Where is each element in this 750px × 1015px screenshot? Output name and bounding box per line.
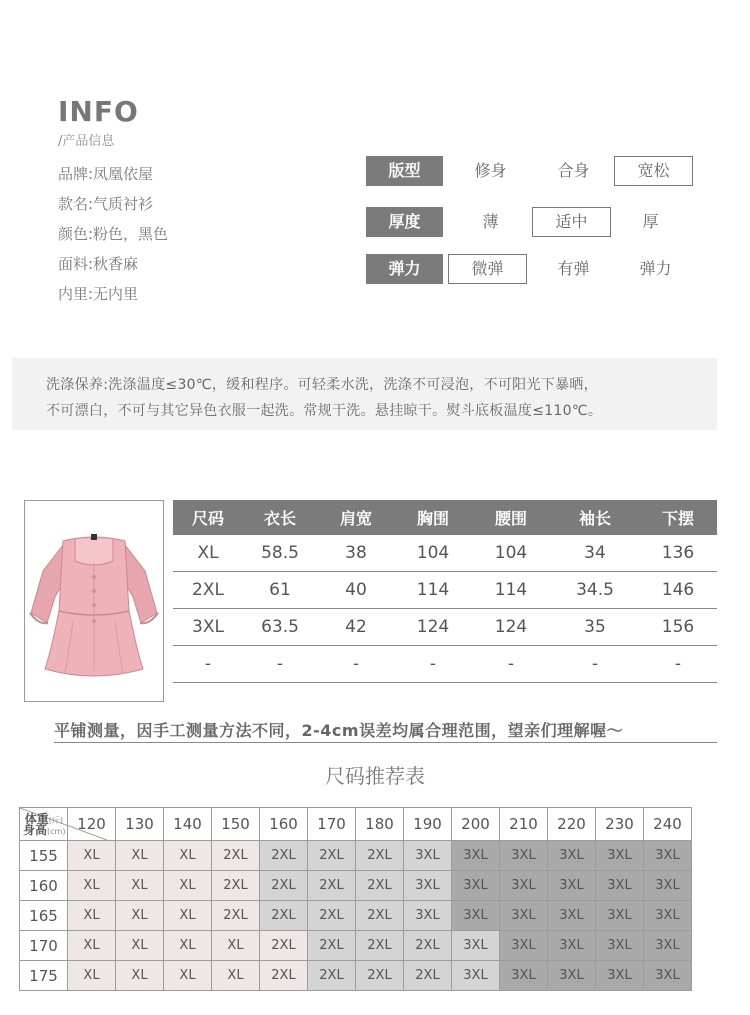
size-table-header-cell: 下摆 bbox=[639, 500, 717, 535]
wash-line-1: 洗涤保养:洗涤温度≤30℃，缓和程序。可轻柔水洗，洗涤不可浸泡，不可阳光下暴晒， bbox=[46, 377, 598, 393]
size-table-header-cell: 袖长 bbox=[551, 500, 639, 535]
attribute-option: 合身 bbox=[557, 161, 590, 180]
table-cell: 114 bbox=[471, 572, 551, 609]
size-cell: XL bbox=[68, 841, 116, 871]
height-cell: 175 bbox=[20, 961, 68, 991]
table-cell: 38 bbox=[317, 535, 395, 572]
table-cell: - bbox=[639, 646, 717, 683]
table-row bbox=[20, 901, 692, 931]
size-recommendation-table bbox=[19, 807, 692, 991]
size-table bbox=[173, 500, 717, 683]
height-unit: (cm) bbox=[47, 827, 66, 836]
table-cell: 42 bbox=[317, 609, 395, 646]
size-cell: 2XL bbox=[356, 961, 404, 991]
product-photo bbox=[24, 500, 164, 702]
weight-header-cell: 200 bbox=[452, 808, 500, 841]
divider bbox=[54, 742, 717, 743]
size-cell: 2XL bbox=[212, 871, 260, 901]
table-cell: 104 bbox=[471, 535, 551, 572]
size-cell: 3XL bbox=[500, 931, 548, 961]
recommendation-body bbox=[20, 841, 692, 991]
blouse-illustration bbox=[25, 501, 163, 701]
size-cell: 2XL bbox=[308, 901, 356, 931]
size-cell: 3XL bbox=[500, 901, 548, 931]
weight-header-cell: 150 bbox=[212, 808, 260, 841]
size-cell: 3XL bbox=[644, 841, 692, 871]
attribute-option: 薄 bbox=[482, 212, 499, 231]
table-cell: 35 bbox=[551, 609, 639, 646]
product-info-fabric: 面料:秋香麻 bbox=[58, 255, 139, 273]
size-cell: 3XL bbox=[644, 871, 692, 901]
weight-header-cell: 190 bbox=[404, 808, 452, 841]
size-cell: 3XL bbox=[548, 841, 596, 871]
product-info-brand: 品牌:凤凰依屋 bbox=[58, 165, 154, 183]
info-title: INFO bbox=[58, 95, 139, 128]
table-row bbox=[20, 871, 692, 901]
size-cell: XL bbox=[164, 871, 212, 901]
size-cell: 3XL bbox=[452, 871, 500, 901]
size-cell: 3XL bbox=[644, 961, 692, 991]
table-cell: 146 bbox=[639, 572, 717, 609]
size-cell: XL bbox=[68, 901, 116, 931]
size-cell: XL bbox=[116, 931, 164, 961]
wash-line-2: 不可漂白，不可与其它异色衣服一起洗。常规干洗。悬挂晾干。熨斗底板温度≤110℃。 bbox=[46, 403, 603, 419]
attribute-row-elasticity bbox=[366, 254, 706, 284]
weight-header-cell: 130 bbox=[116, 808, 164, 841]
wash-instructions bbox=[12, 358, 717, 430]
height-cell: 160 bbox=[20, 871, 68, 901]
size-table-header-cell: 腰围 bbox=[471, 500, 551, 535]
table-cell: 104 bbox=[395, 535, 471, 572]
weight-header-cell: 210 bbox=[500, 808, 548, 841]
attribute-option-selected: 微弹 bbox=[448, 254, 527, 284]
size-cell: 3XL bbox=[452, 961, 500, 991]
size-cell: 3XL bbox=[644, 931, 692, 961]
product-info-color: 颜色:粉色，黑色 bbox=[58, 225, 169, 243]
size-table-header-cell: 衣长 bbox=[243, 500, 317, 535]
info-subtitle: /产品信息 bbox=[58, 134, 115, 149]
size-cell: 2XL bbox=[260, 961, 308, 991]
size-cell: 3XL bbox=[500, 841, 548, 871]
size-cell: 3XL bbox=[596, 931, 644, 961]
size-cell: 3XL bbox=[596, 901, 644, 931]
size-cell: 3XL bbox=[500, 961, 548, 991]
size-cell: 2XL bbox=[308, 931, 356, 961]
size-cell: 3XL bbox=[548, 901, 596, 931]
size-cell: 3XL bbox=[452, 931, 500, 961]
table-row bbox=[173, 572, 717, 609]
size-cell: XL bbox=[68, 961, 116, 991]
table-cell: - bbox=[551, 646, 639, 683]
size-cell: XL bbox=[164, 931, 212, 961]
size-cell: 3XL bbox=[500, 871, 548, 901]
height-cell: 155 bbox=[20, 841, 68, 871]
size-cell: 3XL bbox=[596, 871, 644, 901]
size-cell: 2XL bbox=[212, 841, 260, 871]
size-cell: 3XL bbox=[548, 871, 596, 901]
attribute-option: 有弹 bbox=[557, 259, 590, 278]
table-cell: 136 bbox=[639, 535, 717, 572]
product-info-lining: 内里:无内里 bbox=[58, 285, 139, 303]
height-cell: 165 bbox=[20, 901, 68, 931]
table-cell: 124 bbox=[471, 609, 551, 646]
size-cell: 2XL bbox=[356, 931, 404, 961]
weight-header-cell: 120 bbox=[68, 808, 116, 841]
table-cell: 156 bbox=[639, 609, 717, 646]
size-cell: 3XL bbox=[596, 961, 644, 991]
table-cell: - bbox=[173, 646, 243, 683]
recommendation-title: 尺码推荐表 bbox=[325, 764, 425, 788]
size-cell: 2XL bbox=[260, 841, 308, 871]
size-cell: 2XL bbox=[308, 871, 356, 901]
size-cell: 2XL bbox=[308, 961, 356, 991]
table-cell: 2XL bbox=[173, 572, 243, 609]
table-cell: 34.5 bbox=[551, 572, 639, 609]
size-cell: XL bbox=[164, 901, 212, 931]
size-cell: 3XL bbox=[404, 841, 452, 871]
size-cell: XL bbox=[116, 901, 164, 931]
size-cell: 3XL bbox=[596, 841, 644, 871]
table-cell: - bbox=[317, 646, 395, 683]
size-table-header bbox=[173, 500, 717, 535]
product-info-list bbox=[58, 164, 168, 314]
attribute-row-thickness bbox=[366, 207, 706, 237]
attribute-label: 弹力 bbox=[366, 254, 443, 284]
weight-label: 体重 bbox=[24, 812, 49, 826]
table-cell: 114 bbox=[395, 572, 471, 609]
size-cell: XL bbox=[164, 961, 212, 991]
size-cell: XL bbox=[116, 961, 164, 991]
table-cell: 61 bbox=[243, 572, 317, 609]
measurement-note: 平铺测量，因手工测量方法不同，2-4cm误差均属合理范围，望亲们理解喔～ bbox=[54, 721, 624, 740]
attribute-option: 弹力 bbox=[639, 259, 672, 278]
size-cell: 2XL bbox=[308, 841, 356, 871]
table-cell: - bbox=[243, 646, 317, 683]
table-cell: 3XL bbox=[173, 609, 243, 646]
size-cell: XL bbox=[212, 961, 260, 991]
weight-header-cell: 140 bbox=[164, 808, 212, 841]
size-cell: 2XL bbox=[260, 931, 308, 961]
table-row bbox=[173, 646, 717, 683]
size-cell: 2XL bbox=[212, 901, 260, 931]
table-row bbox=[20, 961, 692, 991]
attribute-option: 厚 bbox=[642, 212, 659, 231]
attribute-option-selected: 适中 bbox=[532, 207, 611, 237]
size-cell: 2XL bbox=[404, 961, 452, 991]
size-cell: 3XL bbox=[452, 841, 500, 871]
weight-unit: (斤) bbox=[48, 816, 63, 825]
size-cell: 3XL bbox=[404, 871, 452, 901]
table-cell: 34 bbox=[551, 535, 639, 572]
weight-header-cell: 180 bbox=[356, 808, 404, 841]
size-cell: 3XL bbox=[548, 961, 596, 991]
size-cell: 2XL bbox=[260, 871, 308, 901]
attribute-option-selected: 宽松 bbox=[614, 156, 693, 186]
attribute-label: 版型 bbox=[366, 156, 443, 186]
size-cell: XL bbox=[116, 841, 164, 871]
attribute-label: 厚度 bbox=[366, 207, 443, 237]
attribute-row-fit bbox=[366, 156, 706, 186]
table-row bbox=[20, 841, 692, 871]
recommendation-header-row bbox=[20, 808, 692, 841]
size-cell: XL bbox=[68, 931, 116, 961]
weight-header-cell: 240 bbox=[644, 808, 692, 841]
size-cell: XL bbox=[212, 931, 260, 961]
table-cell: - bbox=[395, 646, 471, 683]
size-cell: 2XL bbox=[404, 931, 452, 961]
table-cell: 124 bbox=[395, 609, 471, 646]
table-corner-header bbox=[20, 808, 68, 841]
table-cell: 63.5 bbox=[243, 609, 317, 646]
size-cell: 3XL bbox=[548, 931, 596, 961]
size-cell: XL bbox=[68, 871, 116, 901]
table-cell: - bbox=[471, 646, 551, 683]
size-cell: 3XL bbox=[644, 901, 692, 931]
weight-header-cell: 230 bbox=[596, 808, 644, 841]
size-cell: 2XL bbox=[356, 901, 404, 931]
size-cell: 3XL bbox=[452, 901, 500, 931]
weight-header-cell: 220 bbox=[548, 808, 596, 841]
table-cell: XL bbox=[173, 535, 243, 572]
size-table-header-cell: 尺码 bbox=[173, 500, 243, 535]
size-cell: 2XL bbox=[356, 871, 404, 901]
size-cell: 3XL bbox=[404, 901, 452, 931]
size-cell: 2XL bbox=[356, 841, 404, 871]
height-cell: 170 bbox=[20, 931, 68, 961]
table-row bbox=[173, 609, 717, 646]
size-cell: 2XL bbox=[260, 901, 308, 931]
product-info-style: 款名:气质衬衫 bbox=[58, 195, 154, 213]
table-cell: 40 bbox=[317, 572, 395, 609]
size-table-header-cell: 肩宽 bbox=[317, 500, 395, 535]
weight-header-cell: 160 bbox=[260, 808, 308, 841]
size-cell: XL bbox=[164, 841, 212, 871]
table-cell: 58.5 bbox=[243, 535, 317, 572]
height-label: 身高 bbox=[23, 823, 48, 837]
weight-header-cell: 170 bbox=[308, 808, 356, 841]
attribute-option: 修身 bbox=[474, 161, 507, 180]
table-row bbox=[20, 931, 692, 961]
size-cell: XL bbox=[116, 871, 164, 901]
size-table-header-cell: 胸围 bbox=[395, 500, 471, 535]
table-row bbox=[173, 535, 717, 572]
